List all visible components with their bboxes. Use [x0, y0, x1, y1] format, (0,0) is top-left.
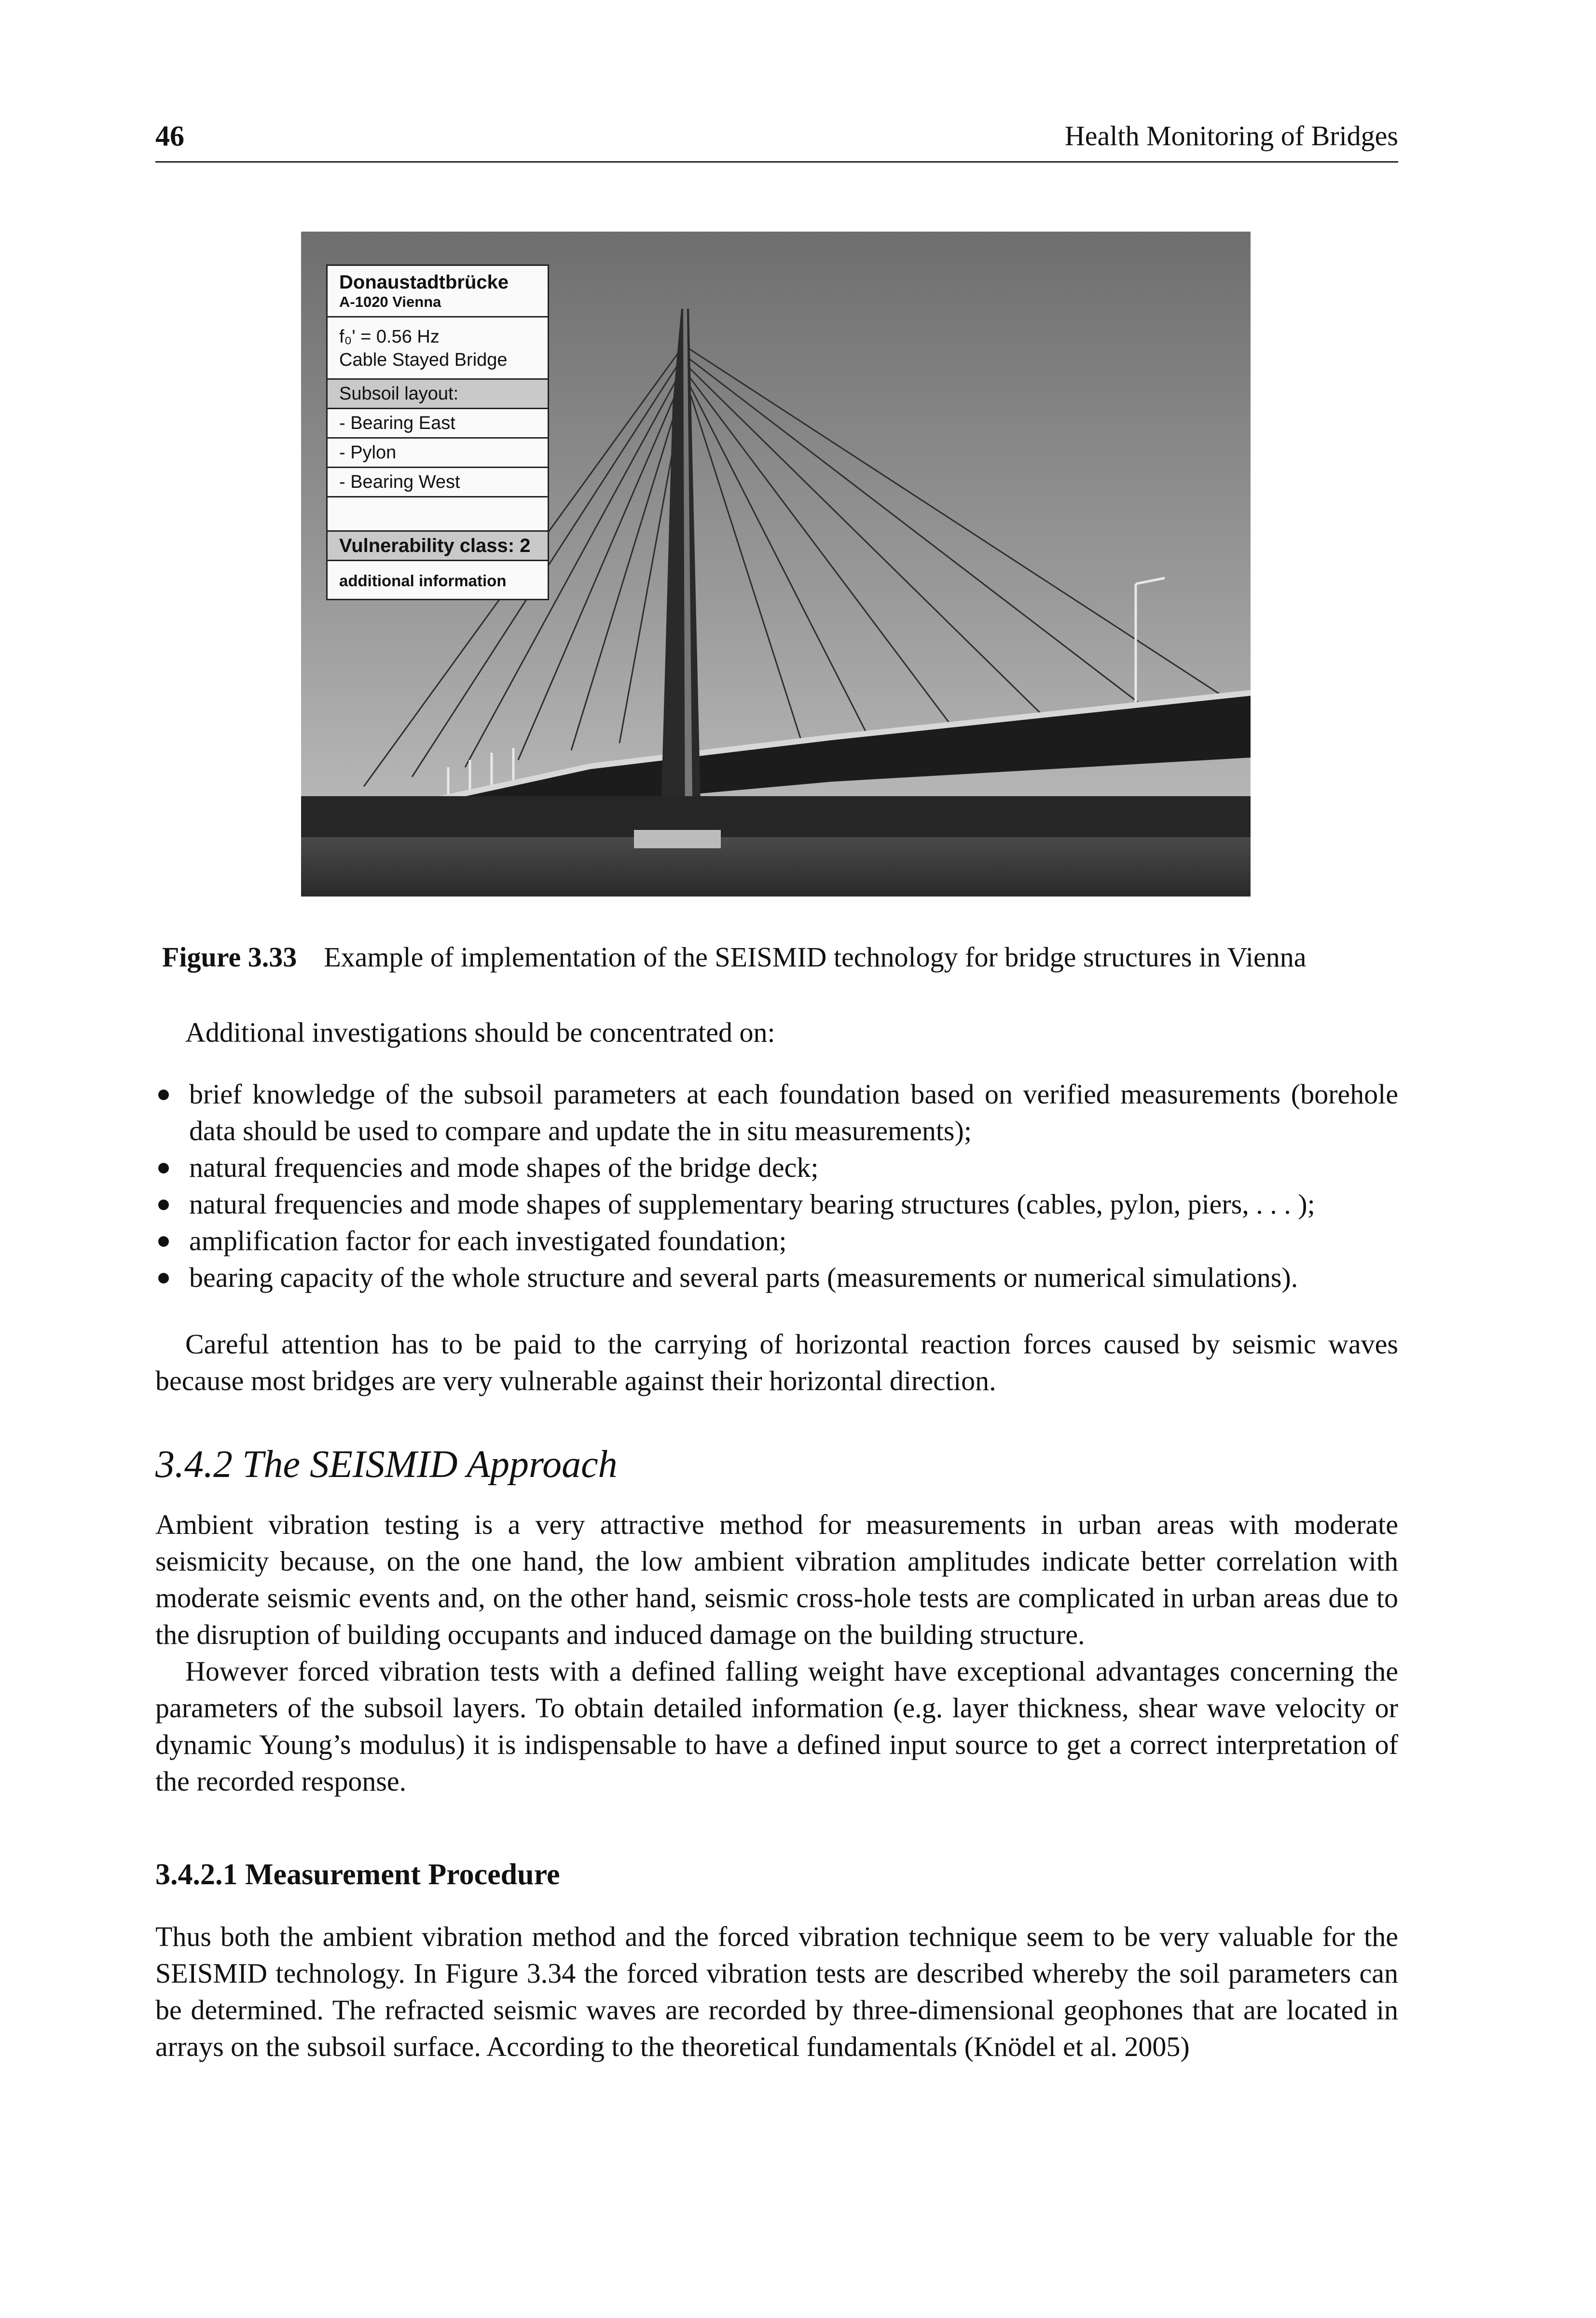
- vulnerability-class: Vulnerability class: 2: [328, 532, 548, 561]
- figure-caption: [162, 941, 1417, 973]
- paragraph: Ambient vibration testing is a very attractive method for measurements in urban areas with moderate seismicity because, on the one hand, the low ambient vibration amplitudes indicate better correlation with moderate seismic events and, on the other hand, seismic cross-hole tests are complicated in urban areas due to the disruption of building occupants and induced damage on the building structure.: [155, 1509, 1398, 1650]
- paragraph: Thus both the ambient vibration method and the forced vibration technique seem to be very valuable for the SEISMID technology. In Figure 3.34 the forced vibration tests are described whereby the soil parameters can be determined. The refracted seismic waves are recorded by three-dimensional geophones that are located in arrays on the subsoil surface. According to the theoretical fundamentals (Knödel et al. 2005): [155, 1921, 1398, 2062]
- seismid-info-panel: [326, 264, 549, 600]
- running-head: Health Monitoring of Bridges: [1064, 120, 1398, 152]
- blank-row: [328, 497, 548, 532]
- page-header: [155, 115, 1398, 163]
- intro-paragraph: Additional investigations should be concentrated on:: [185, 1017, 775, 1048]
- list-item: natural frequencies and mode shapes of the bridge deck;: [155, 1149, 1398, 1186]
- bridge-type: Cable Stayed Bridge: [339, 350, 508, 370]
- bridge-location: A-1020 Vienna: [339, 293, 441, 310]
- paragraph: However forced vibration tests with a defined falling weight have exceptional advantages concerning the parameters of the subsoil layers. To obtain detailed information (e.g. layer thickness, shear wave velocity or dynamic Young’s modulus) it is indispensable to have a defined input source to get a correct interpretation of the recorded response.: [155, 1656, 1398, 1797]
- investigation-list: [155, 1076, 1398, 1296]
- subsoil-item: - Bearing East: [328, 409, 548, 439]
- figure-label: Figure 3.33: [162, 941, 297, 973]
- section-body: [155, 1506, 1398, 1800]
- careful-paragraph: Careful attention has to be paid to the carrying of horizontal reaction forces caused by seismic waves because most bridges are very vulnerable against their horizontal direction.: [155, 1328, 1398, 1396]
- list-item: natural frequencies and mode shapes of supplementary bearing structures (cables, pylon, piers, . . . );: [155, 1186, 1398, 1223]
- subsoil-heading: Subsoil layout:: [328, 380, 548, 409]
- list-item: amplification factor for each investigated foundation;: [155, 1223, 1398, 1259]
- bridge-photo-figure: [301, 232, 1251, 897]
- bridge-name: Donaustadtbrücke: [339, 272, 509, 293]
- natural-frequency: f₀' = 0.56 Hz: [339, 327, 440, 347]
- subsection-body: [155, 1918, 1398, 2065]
- page-number: 46: [155, 120, 184, 152]
- caption-text: Example of implementation of the SEISMID technology for bridge structures in Vienna: [324, 941, 1307, 973]
- list-item: bearing capacity of the whole structure and several parts (measurements or numerical simulations).: [155, 1259, 1398, 1296]
- section-heading: 3.4.2 The SEISMID Approach: [155, 1443, 618, 1486]
- subsoil-item: - Bearing West: [328, 468, 548, 497]
- subsection-heading: 3.4.2.1 Measurement Procedure: [155, 1858, 560, 1891]
- additional-information: additional information: [339, 572, 507, 590]
- list-item: brief knowledge of the subsoil parameters at each foundation based on verified measurements (borehole data should be used to compare and update the in situ measurements);: [155, 1076, 1398, 1149]
- subsoil-item: - Pylon: [328, 439, 548, 468]
